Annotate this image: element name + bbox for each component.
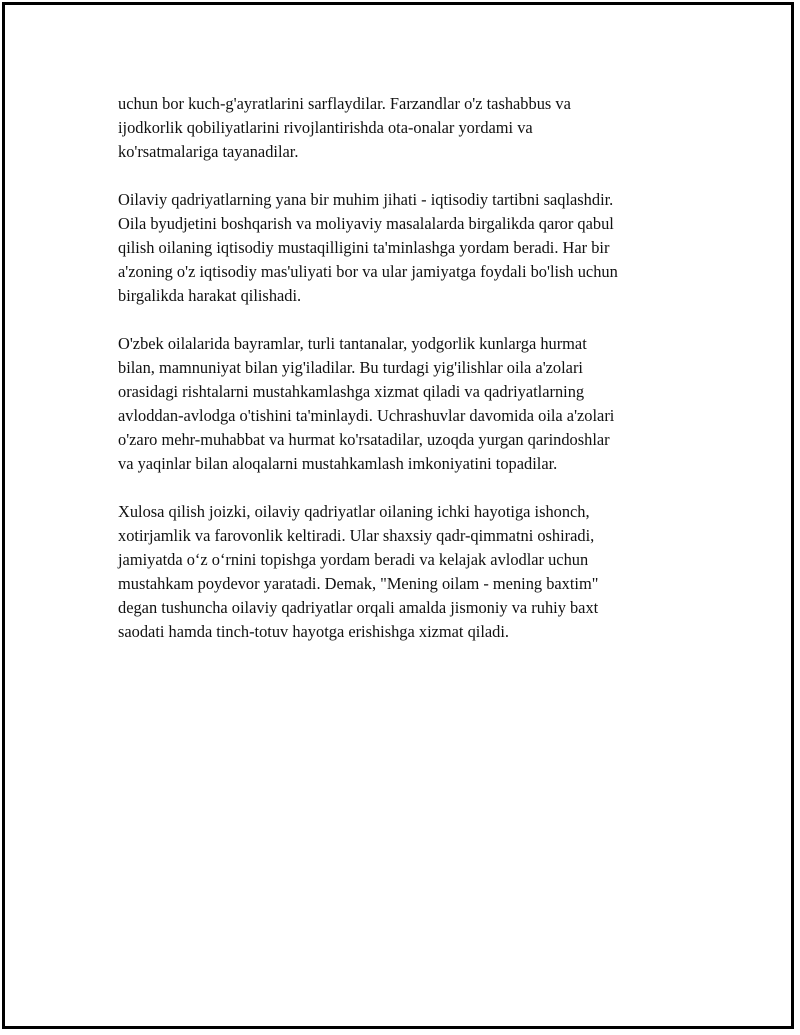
text-line: Oilaviy qadriyatlarning yana bir muhim jihati - iqtisodiy tartibni saqlashdir. bbox=[118, 190, 614, 209]
text-line: jamiyatda o‘z o‘rnini topishga yordam beradi va kelajak avlodlar uchun bbox=[118, 550, 589, 569]
text-line: mustahkam poydevor yaratadi. Demak, "Mening oilam - mening baxtim" bbox=[118, 574, 599, 593]
text-line: o'zaro mehr-muhabbat va hurmat ko'rsatadilar, uzoqda yurgan qarindoshlar bbox=[118, 430, 610, 449]
text-line: va yaqinlar bilan aloqalarni mustahkamlash imkoniyatini topadilar. bbox=[118, 454, 558, 473]
text-line: uchun bor kuch-g'ayratlarini sarflaydilar. Farzandlar o'z tashabbus va bbox=[118, 94, 571, 113]
text-line: bilan, mamnuniyat bilan yig'iladilar. Bu turdagi yig'ilishlar oila a'zolari bbox=[118, 358, 583, 377]
text-line: qilish oilaning iqtisodiy mustaqilligini ta'minlashga yordam beradi. Har bir bbox=[118, 238, 610, 257]
text-line: O'zbek oilalarida bayramlar, turli tantanalar, yodgorlik kunlarga hurmat bbox=[118, 334, 587, 353]
text-line: orasidagi rishtalarni mustahkamlashga xizmat qiladi va qadriyatlarning bbox=[118, 382, 585, 401]
text-line: degan tushuncha oilaviy qadriyatlar orqali amalda jismoniy va ruhiy baxt bbox=[118, 598, 599, 617]
text-line: Xulosa qilish joizki, oilaviy qadriyatlar oilaning ichki hayotiga ishonch, bbox=[118, 502, 590, 521]
text-line: Oila byudjetini boshqarish va moliyaviy masalalarda birgalikda qaror qabul bbox=[118, 214, 614, 233]
paragraph-4 bbox=[118, 500, 698, 644]
text-line: xotirjamlik va farovonlik keltiradi. Ular shaxsiy qadr-qimmatni oshiradi, bbox=[118, 526, 595, 545]
paragraph-2 bbox=[118, 188, 698, 308]
paragraph-1 bbox=[118, 92, 698, 164]
text-line: avloddan-avlodga o'tishini ta'minlaydi. Uchrashuvlar davomida oila a'zolari bbox=[118, 406, 615, 425]
text-line: a'zoning o'z iqtisodiy mas'uliyati bor va ular jamiyatga foydali bo'lish uchun bbox=[118, 262, 618, 281]
paragraph-3 bbox=[118, 332, 698, 476]
text-line: birgalikda harakat qilishadi. bbox=[118, 286, 302, 305]
text-line: ijodkorlik qobiliyatlarini rivojlantirishda ota-onalar yordami va bbox=[118, 118, 533, 137]
text-line: saodati hamda tinch-totuv hayotga erishishga xizmat qiladi. bbox=[118, 622, 509, 641]
document-body bbox=[118, 92, 698, 668]
text-line: ko'rsatmalariga tayanadilar. bbox=[118, 142, 299, 161]
